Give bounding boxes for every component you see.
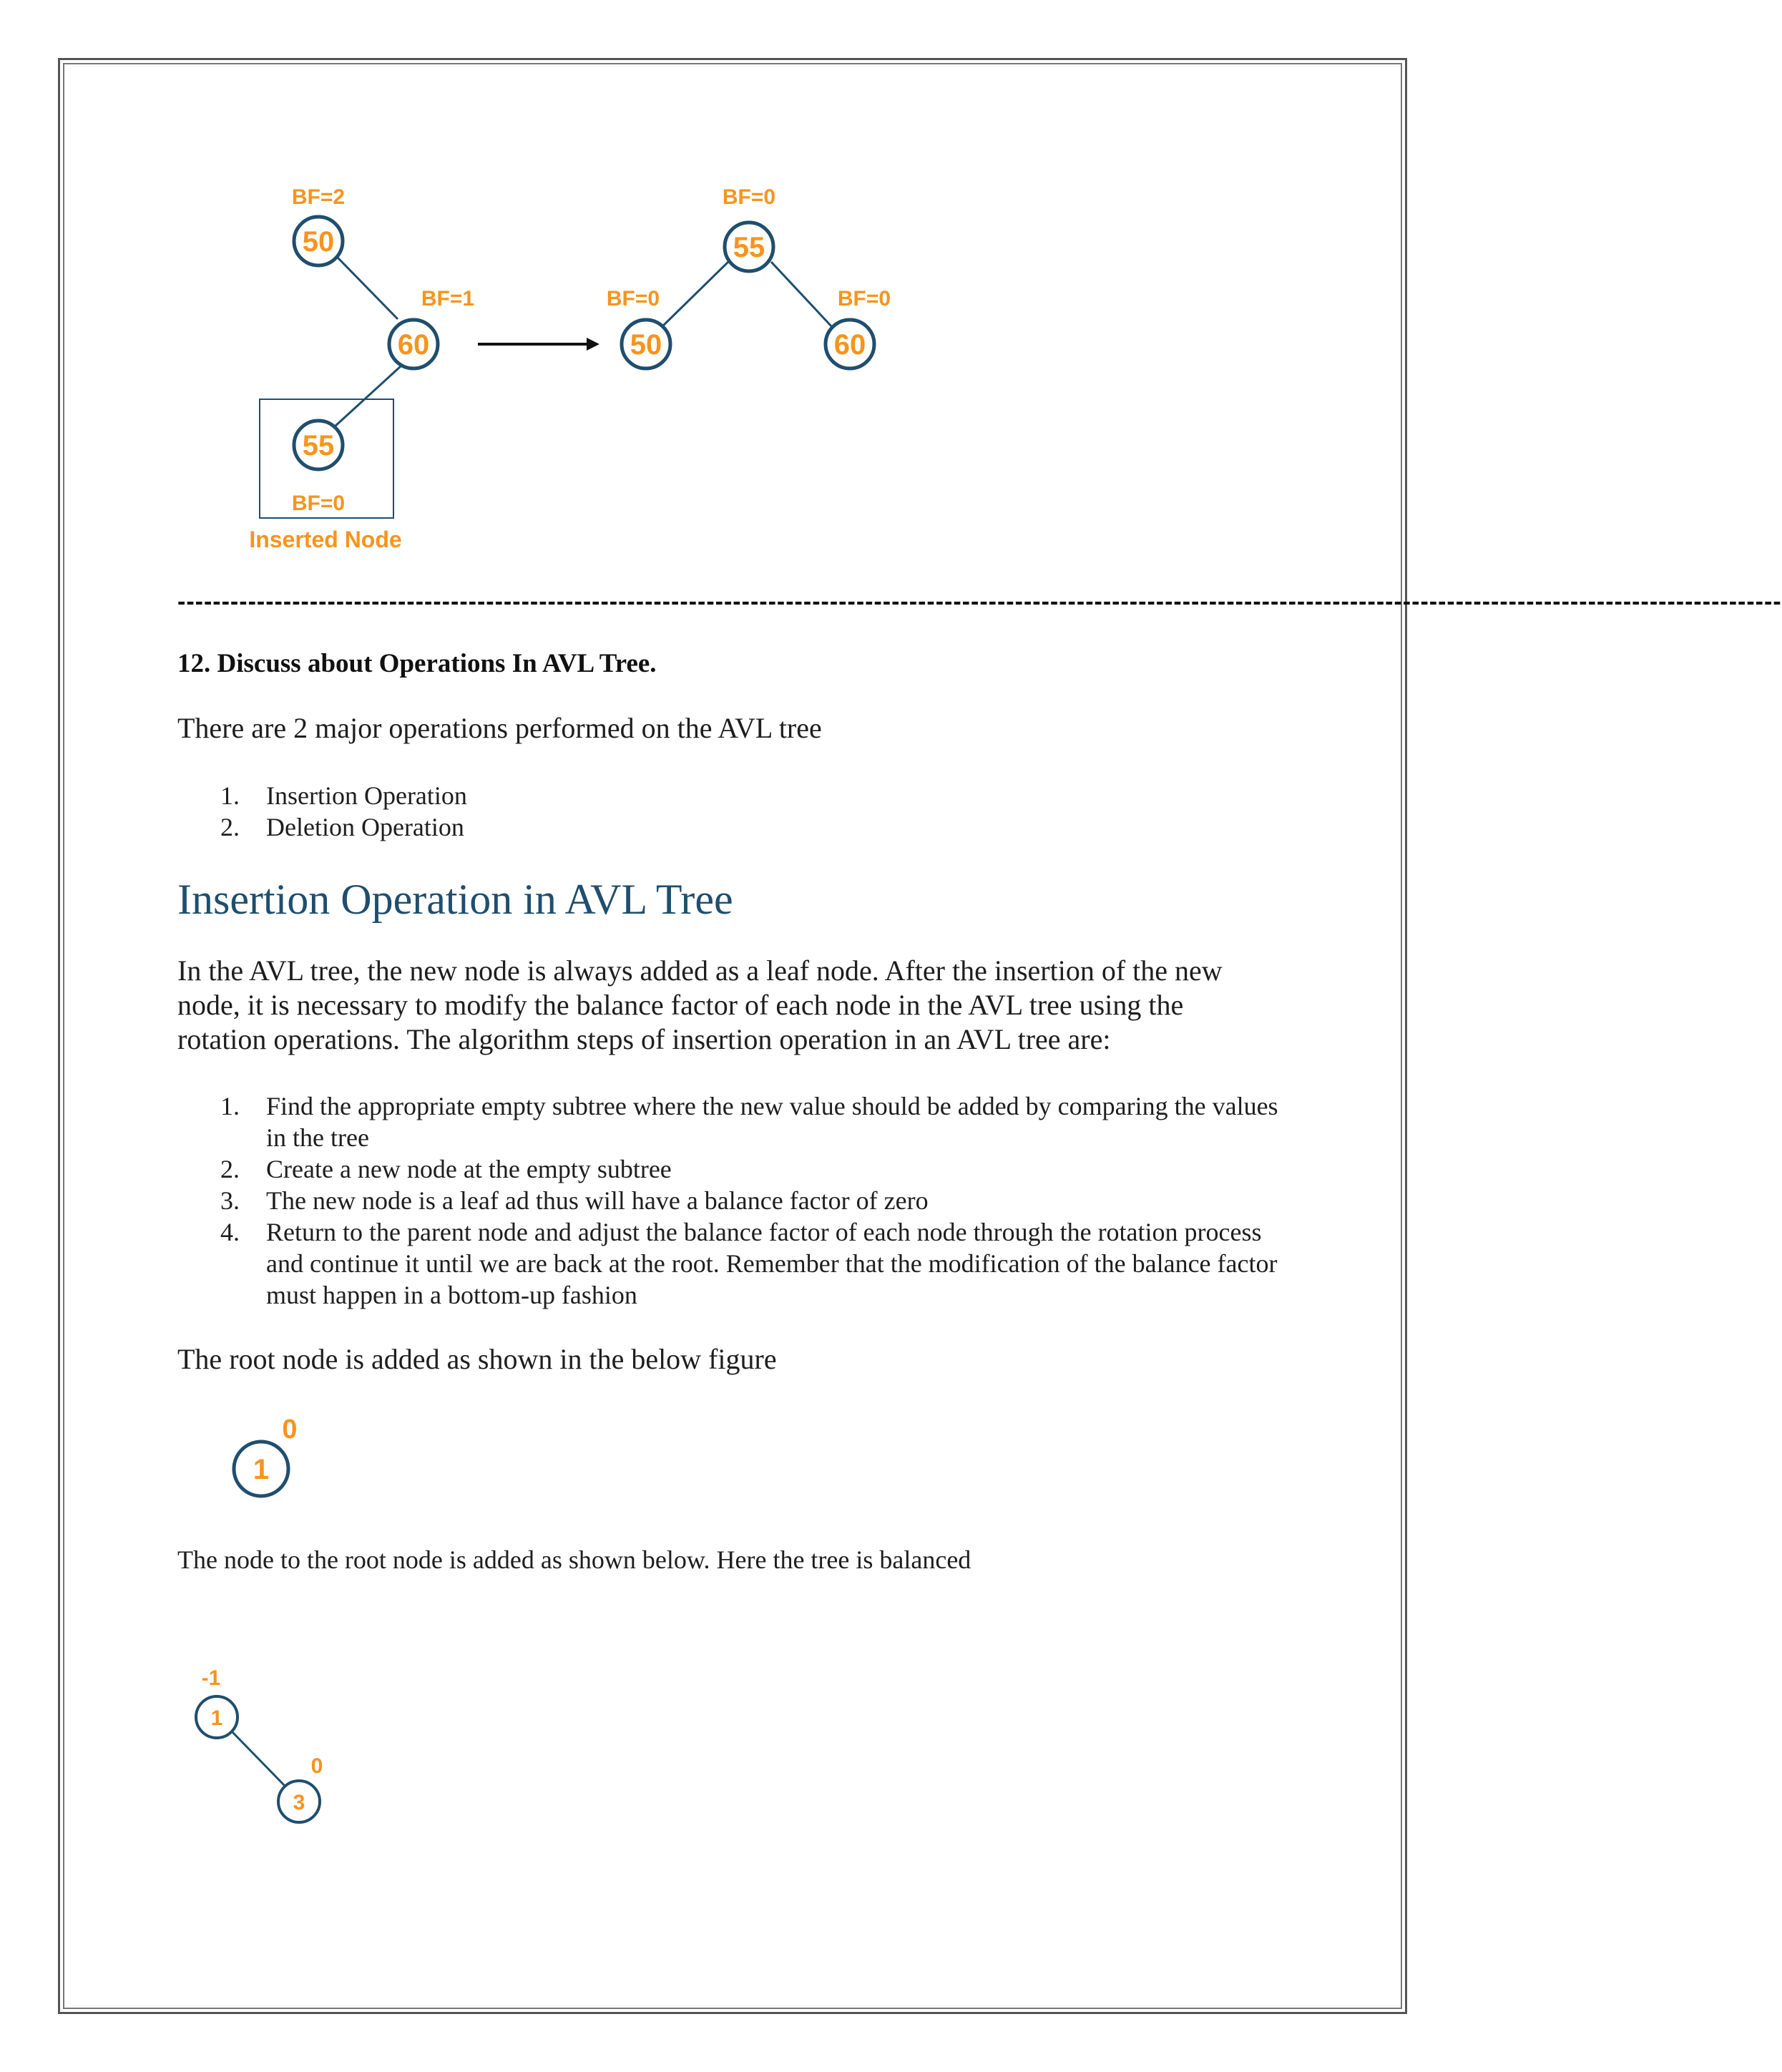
node-bf-label: BF=0 [837, 287, 891, 311]
list-item: 3. The new node is a leaf ad thus will have a balance factor of zero [220, 1186, 929, 1215]
question-intro: There are 2 major operations performed on the AVL tree [177, 712, 822, 744]
inserted-node-label: Inserted Node [249, 527, 402, 552]
node-bf-label: BF=1 [421, 287, 475, 311]
node-value: 50 [630, 329, 662, 361]
node-bf-label: BF=0 [606, 287, 660, 311]
node-value: 1 [253, 1454, 270, 1485]
list-item: 1. Insertion Operation [220, 781, 467, 810]
node-value: 60 [397, 329, 430, 361]
node-bf-label: BF=0 [722, 185, 776, 209]
list-item: 2. Create a new node at the empty subtree [220, 1155, 672, 1183]
edge-1-3 [232, 1731, 286, 1787]
list-item: 2. Deletion Operation [220, 813, 464, 841]
node-bf-label: BF=0 [291, 492, 346, 515]
list-item: 1. Find the appropriate empty subtree where the new value should be added by comparing the values in the tree [220, 1092, 1278, 1152]
node-bf-label: BF=2 [291, 185, 346, 209]
node-value: 3 [293, 1791, 305, 1814]
node-bf-label: 0 [310, 1754, 323, 1778]
section-separator: -------------------------------------------------------------------------------------------------------------------------------------------------------------------------------------- [177, 588, 1782, 615]
node-bf-label: 0 [282, 1414, 298, 1445]
node-bf-label: -1 [201, 1666, 221, 1690]
second-caption: The node to the root node is added as shown below. Here the tree is balanced [177, 1545, 971, 1574]
node-value: 55 [302, 430, 335, 461]
node-value: 50 [302, 226, 335, 258]
root-caption: The root node is added as shown in the below figure [177, 1343, 777, 1375]
question-title: 12. Discuss about Operations In AVL Tree. [177, 649, 657, 678]
insertion-paragraph: In the AVL tree, the new node is always added as a leaf node. After the insertion of the new node, it is necessary to modify the balance factor of each node in the AVL tree using the rotation operations. The algorithm steps of insertion operation in an AVL tree are: [177, 954, 1223, 1055]
node-value: 1 [210, 1706, 223, 1730]
node-value: 55 [733, 232, 765, 263]
section-heading: Insertion Operation in AVL Tree [177, 876, 733, 923]
node-value: 60 [833, 329, 866, 361]
list-item: 4. Return to the parent node and adjust the balance factor of each node through the rotation process and continue it until we are back at the root. Remember that the modification of the balance factor must happen in a bottom-up fashion [220, 1218, 1278, 1309]
